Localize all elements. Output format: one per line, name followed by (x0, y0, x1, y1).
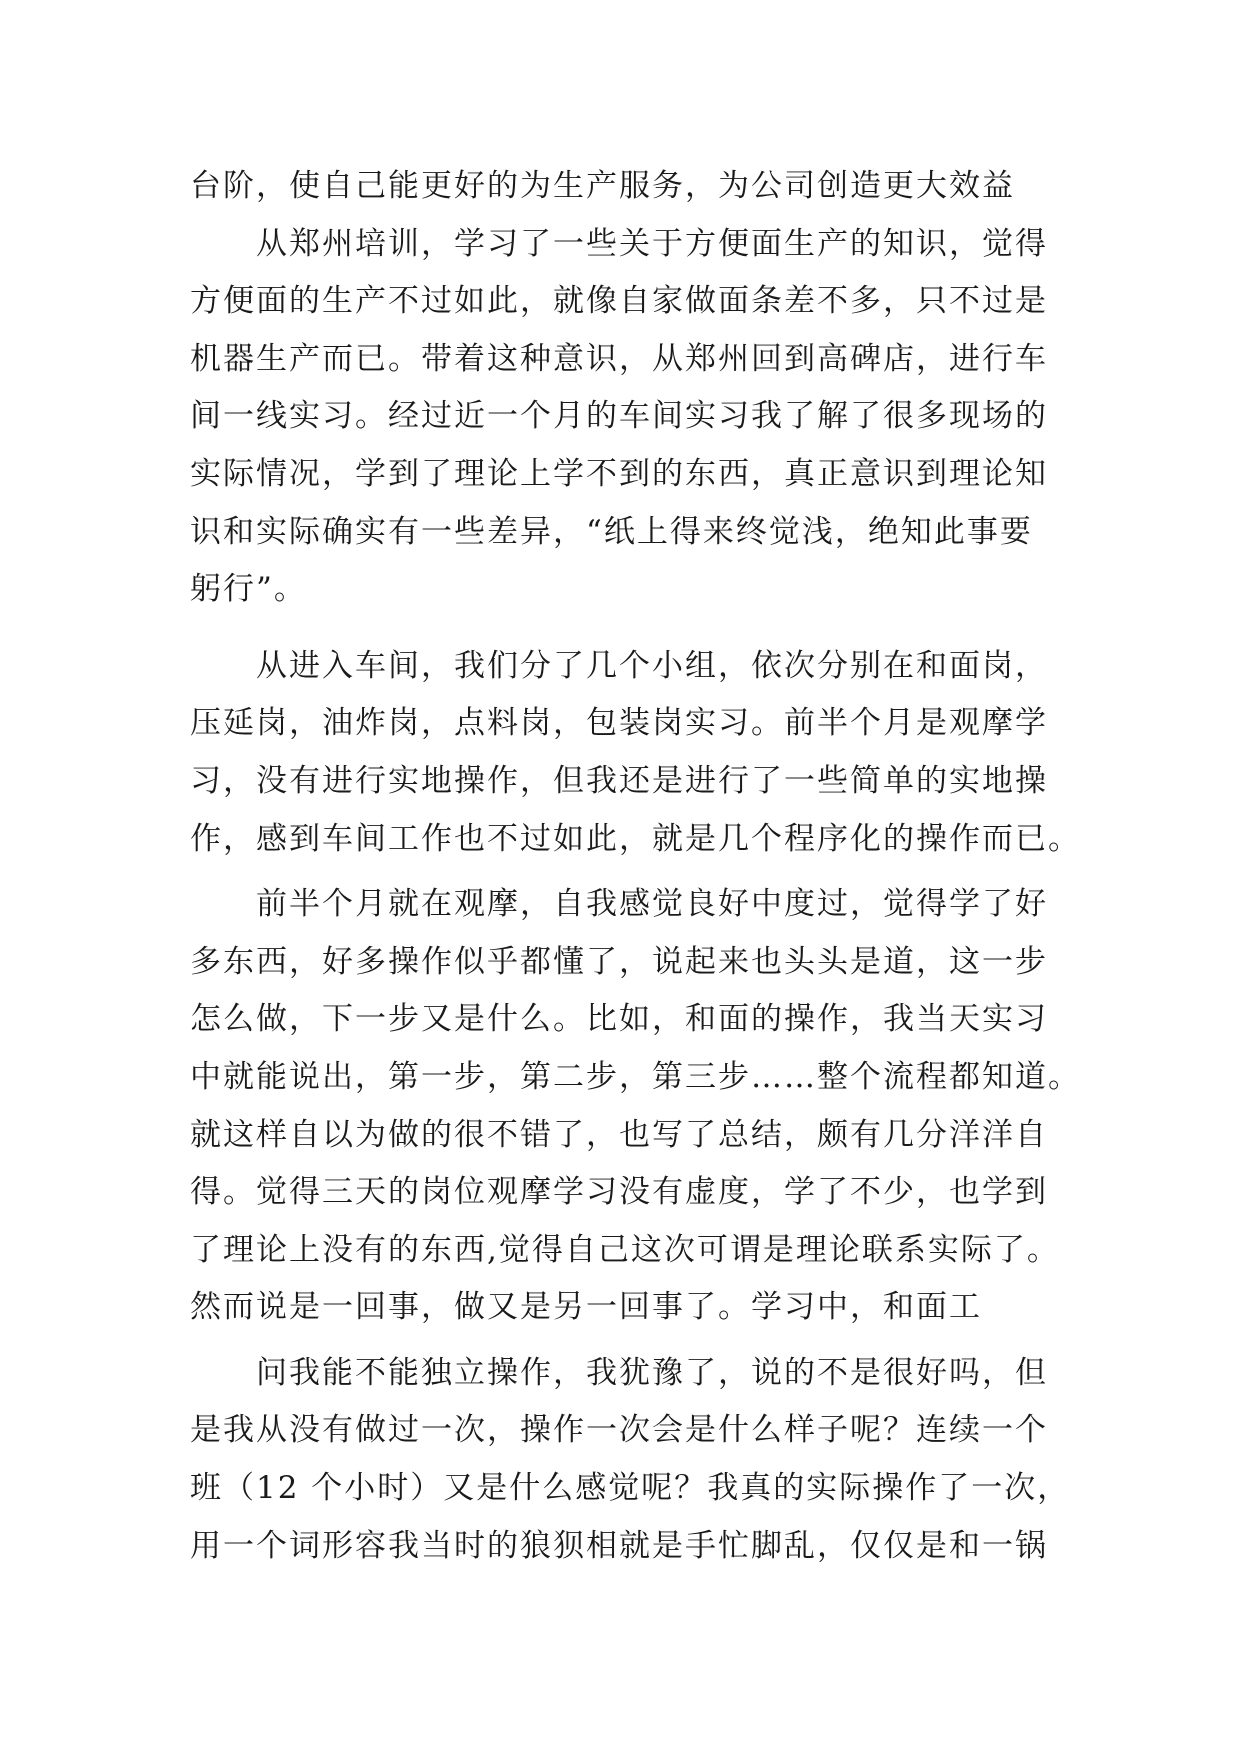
text-line: 机器生产而已。带着这种意识，从郑州回到高碑店，进行车 (190, 340, 1048, 377)
text-line: 就这样自以为做的很不错了，也写了总结，颇有几分洋洋自 (190, 1116, 1048, 1153)
text-line: 用一个词形容我当时的狼狈相就是手忙脚乱，仅仅是和一锅 (190, 1527, 1048, 1564)
text-line: 间一线实习。经过近一个月的车间实习我了解了很多现场的 (190, 398, 1048, 435)
text-line: 从郑州培训，学习了一些关于方便面生产的知识，觉得 (256, 225, 1048, 262)
text-line: 躬行”。 (190, 571, 307, 608)
text-line: 前半个月就在观摩，自我感觉良好中度过，觉得学了好 (256, 886, 1048, 923)
text-line: 了理论上没有的东西,觉得自己这次可谓是理论联系实际了。 (190, 1231, 1060, 1268)
text-line: 识和实际确实有一些差异，“纸上得来终觉浅，绝知此事要 (190, 513, 1033, 550)
text-line: 习，没有进行实地操作，但我还是进行了一些简单的实地操 (190, 762, 1048, 799)
text-line: 多东西，好多操作似乎都懂了，说起来也头头是道，这一步 (190, 943, 1048, 980)
text-line: 怎么做，下一步又是什么。比如，和面的操作，我当天实习 (190, 1001, 1048, 1038)
text-line: 中就能说出，第一步，第二步，第三步……整个流程都知道。 (190, 1058, 1081, 1095)
text-line: 班（12 个小时）又是什么感觉呢？我真的实际操作了一次， (190, 1470, 1071, 1507)
text-line: 得。觉得三天的岗位观摩学习没有虚度，学了不少，也学到 (190, 1174, 1048, 1211)
text-line: 方便面的生产不过如此，就像自家做面条差不多，只不过是 (190, 283, 1048, 320)
text-line: 台阶，使自己能更好的为生产服务，为公司创造更大效益 (190, 168, 1015, 204)
text-line: 是我从没有做过一次，操作一次会是什么样子呢？连续一个 (190, 1412, 1048, 1449)
text-line: 压延岗，油炸岗，点料岗，包装岗实习。前半个月是观摩学 (190, 705, 1048, 742)
text-line: 然而说是一回事，做又是另一回事了。学习中，和面工 (190, 1289, 982, 1326)
text-line: 从进入车间，我们分了几个小组，依次分别在和面岗， (256, 647, 1048, 684)
text-line: 实际情况，学到了理论上学不到的东西，真正意识到理论知 (190, 455, 1048, 492)
document-body (190, 158, 1081, 1575)
text-line: 问我能不能独立操作，我犹豫了，说的不是很好吗，但 (256, 1354, 1048, 1391)
text-line: 作，感到车间工作也不过如此，就是几个程序化的操作而已。 (190, 820, 1081, 857)
